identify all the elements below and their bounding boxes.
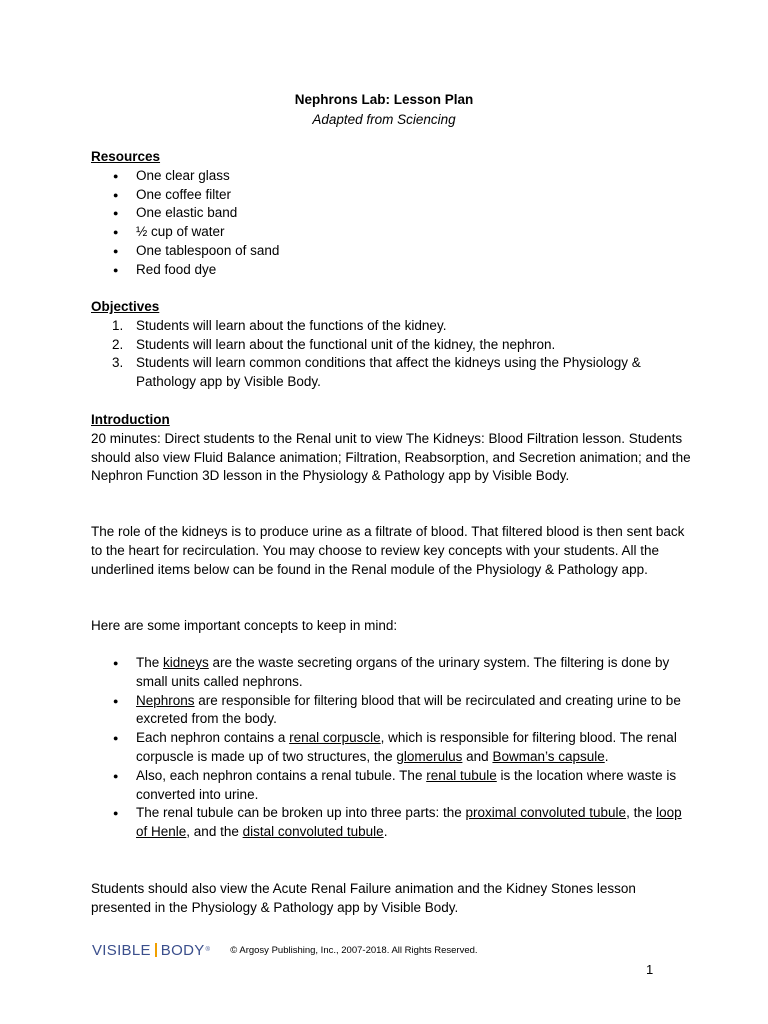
logo-registered-mark: ® <box>205 947 211 953</box>
list-item-text: Students will learn about the functional unit of the kidney, the nephron. <box>136 336 556 352</box>
visible-body-logo <box>92 942 210 959</box>
objectives-section <box>91 298 691 392</box>
list-item <box>91 336 691 355</box>
concept-term: kidneys <box>163 655 209 670</box>
list-item: ● One clear glass <box>91 167 691 186</box>
list-item <box>91 317 691 336</box>
list-item: ● One coffee filter <box>91 186 691 205</box>
concept-text: , which is responsible for filtering blood. The renal corpuscle is made up of two structures, the <box>136 730 677 764</box>
list-item-text: Students will learn about the functions of the kidney. <box>136 317 447 333</box>
concept-text: is the location where waste is converted into urine. <box>136 767 677 802</box>
concepts-intro-section <box>91 617 691 636</box>
resources-heading: Resources <box>91 149 161 164</box>
list-number: 1. <box>112 317 124 333</box>
list-item-text: Students will learn common conditions that affect the kidneys using the Physiology & Pathology app by Visible Body. <box>136 355 641 390</box>
objectives-list <box>91 317 691 392</box>
introduction-section <box>91 411 691 486</box>
document-subtitle: Adapted from Sciencing <box>312 112 456 127</box>
concept-term: Bowman’s capsule <box>492 748 605 764</box>
objectives-heading: Objectives <box>91 299 160 314</box>
document-title: Nephrons Lab: Lesson Plan <box>294 92 474 107</box>
concept-text: The <box>136 655 164 670</box>
concept-text: . <box>383 824 388 840</box>
page-number: 1 <box>646 962 654 977</box>
concept-term: glomerulus <box>396 748 463 764</box>
introduction-paragraph-1: 20 minutes: Direct students to the Renal unit to view The Kidneys: Blood Filtration lesson. Students should also view Fluid Balance animation; Filtration, Reabsorption, and Secretion animation; and the Nephron Function 3D lesson in the Physiology & Pathology app by Visible Body. <box>91 430 691 484</box>
list-item: ● One elastic band <box>91 204 691 223</box>
list-item: ● ½ cup of water <box>91 223 691 242</box>
resources-section <box>91 148 691 280</box>
concept-text: Also, each nephron contains a renal tubule. The <box>136 767 427 783</box>
concept-text: and <box>462 748 493 764</box>
list-number: 2. <box>112 336 124 352</box>
concept-term: renal tubule <box>426 767 497 783</box>
concept-term: Nephrons <box>136 692 195 708</box>
concept-text: Each nephron contains a <box>136 730 290 746</box>
list-number: 3. <box>112 355 124 371</box>
concept-text: , and the <box>186 824 243 840</box>
list-item <box>91 354 691 392</box>
logo-text-right: BODY <box>160 941 205 959</box>
closing-paragraph: Students should also view the Acute Renal Failure animation and the Kidney Stones lesson presented in the Physiology & Pathology app by Visible Body. <box>91 881 636 915</box>
concept-text: are responsible for filtering blood that will be recirculated and creating urine to be excreted from the body. <box>136 692 681 727</box>
concept-text: The renal tubule can be broken up into three parts: the <box>136 805 466 821</box>
concept-term: distal convoluted tubule <box>242 824 384 840</box>
concepts-list <box>91 654 691 842</box>
concept-term: proximal convoluted tubule <box>465 805 627 821</box>
introduction-paragraph-2: The role of the kidneys is to produce urine as a filtrate of blood. That filtered blood is then sent back to the heart for recirculation. You may choose to review key concepts with your students. All the underlined items below can be found in the Renal module of the Physiology & Pathology app. <box>91 524 685 577</box>
list-item <box>91 654 691 692</box>
resources-list <box>91 167 691 280</box>
list-item <box>91 804 691 842</box>
concept-text: are the waste secreting organs of the urinary system. The filtering is done by small units called nephrons. <box>136 655 670 689</box>
list-item: ● Red food dye <box>91 261 691 280</box>
concept-text: , the <box>626 805 657 821</box>
introduction-paragraph-3: Here are some important concepts to keep in mind: <box>91 618 398 633</box>
logo-text-left: VISIBLE <box>92 941 151 959</box>
concept-term: loop of Henle <box>136 805 682 840</box>
concept-text: . <box>604 748 609 764</box>
kidney-role-section <box>91 523 691 579</box>
closing-section <box>91 880 691 918</box>
introduction-heading: Introduction <box>91 412 170 427</box>
copyright-notice: © Argosy Publishing, Inc., 2007-2018. All Rights Reserved. <box>230 944 478 956</box>
list-item <box>91 692 691 730</box>
concepts-section <box>91 654 691 842</box>
list-item <box>91 729 691 767</box>
list-item: ● One tablespoon of sand <box>91 242 691 261</box>
logo-divider-icon <box>155 943 157 957</box>
page-footer <box>92 941 478 959</box>
concept-term: renal corpuscle <box>289 730 381 746</box>
list-item <box>91 767 691 805</box>
